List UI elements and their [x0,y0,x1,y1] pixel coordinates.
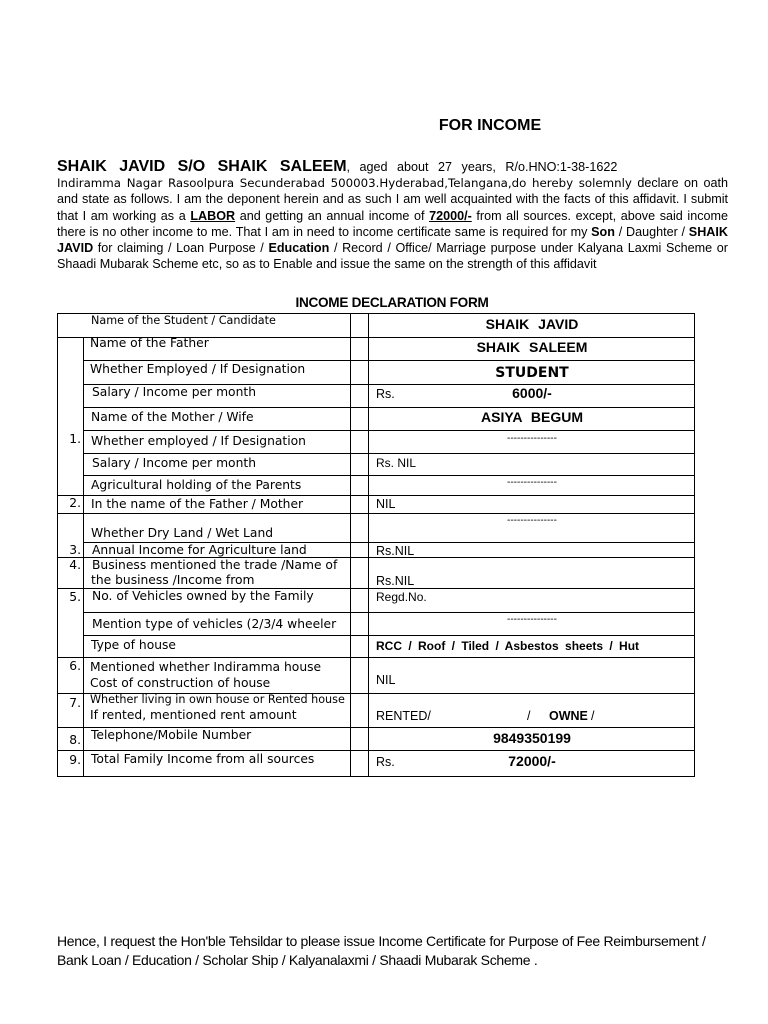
label-house-type: Type of house [91,638,176,652]
para-part-4: / Daughter / [614,224,689,239]
value-father: SHAIK SALEEM [476,339,588,355]
para-part-1: declare on oath and state as follows. I am the deponent herein and as such I am well acquainted with the facts of this affidavit. I submit that I am working as a [57,176,729,223]
income-declaration-table [57,313,695,777]
label-agri-name: In the name of the Father / Mother [91,497,304,511]
row-number-6: 6. [69,659,81,673]
label-indiramma: Mentioned whether Indiramma house [90,660,322,674]
row-number-7: 7. [69,696,81,710]
form-title: INCOME DECLARATION FORM [295,295,489,310]
label-agri-holding: Agricultural holding of the Parents [91,478,302,492]
label-own-rented: Whether living in own house or Rented house [90,693,345,706]
para-part-5: for claiming / Loan Purpose / [93,241,269,256]
row-number-9: 9. [69,753,81,767]
age-text: aged about 27 years, R/o.HNO:1-38-1622 [350,160,618,174]
student-name-text: SHAIK JAVID [57,224,728,256]
annual-income-value: 72000/- [429,208,472,223]
value-total-rs: Rs. [376,755,395,769]
page-title: FOR INCOME [438,117,542,134]
label-salary: Salary / Income per month [92,385,256,399]
label-agri-income: Annual Income for Agriculture land [92,543,307,557]
education-text: Education [268,241,330,256]
value-mother: ASIYA BEGUM [481,409,583,425]
value-house-type: RCC / Roof / Tiled / Asbestos sheets / Hut [376,639,640,653]
value-rs-salary: Rs. [376,387,395,401]
value-slash: / [527,709,531,723]
value-student: SHAIK JAVID [485,316,579,332]
value-salary: 6000/- [512,385,552,401]
value-phone: 9849350199 [493,730,571,746]
label-construction: Cost of construction of house [90,676,271,690]
label-vehicles: No. of Vehicles owned by the Family [92,589,314,603]
value-total: 72000/- [508,753,556,769]
value-agri-income: Rs.NIL [376,544,415,558]
row-number-2: 2. [69,496,81,510]
label-salary-2: Salary / Income per month [92,456,256,470]
affidavit-paragraph [57,159,728,272]
value-rented: RENTED/ [376,709,431,723]
label-vehicle-type: Mention type of vehicles (2/3/4 wheeler [92,617,337,631]
occupation-value: LABOR [190,208,236,223]
para-part-2: and getting an annual income of [235,208,430,223]
value-dash-employed: --------------- [507,433,557,444]
value-construction: NIL [376,673,396,687]
label-business-2: the business /Income from [91,573,255,587]
label-business-1: Business mentioned the trade /Name of [92,558,338,572]
closing-paragraph: Hence, I request the Hon'ble Tehsildar to please issue Income Certificate for Purpose of Fee Reimbursement / Bank Loan / Education / Scholar Ship / Kalyanalaxmi / Shaadi Mubarak Scheme . [57,933,706,968]
address-text: Indiramma Nagar Rasoolpura Secunderabad 500003.Hyderabad,Telangana,do hereby solemnly [57,176,632,191]
label-dry-wet: Whether Dry Land / Wet Land [91,526,274,540]
para-part-3: from all sources. except, above said income there is no other income to me. That I am in need to income certificate same is required for my [57,208,728,239]
row-number-3: 3. [69,543,81,557]
value-salary-2: Rs. NIL [376,456,417,470]
label-phone: Telephone/Mobile Number [91,728,252,742]
row-number-5: 5. [69,590,81,604]
value-owne: OWNE [549,709,588,723]
row-number-1: 1. [69,432,81,446]
value-dash-vehicle-type: --------------- [507,614,557,625]
row-number-4: 4. [69,558,81,572]
label-mother: Name of the Mother / Wife [91,410,254,424]
label-father: Name of the Father [90,336,209,350]
value-slash-2: / [591,709,595,723]
value-designation: STUDENT [495,365,569,381]
label-total: Total Family Income from all sources [91,752,315,766]
comma: , [346,160,351,174]
label-employed-2: Whether employed / If Designation [91,434,306,448]
value-agri-name: NIL [376,497,396,511]
value-business: Rs.NIL [376,574,415,588]
son-text: Son [591,224,615,239]
label-rent: If rented, mentioned rent amount [90,708,297,722]
deponent-name: SHAIK JAVID S/O SHAIK SALEEM [57,158,347,175]
row-number-8: 8. [69,733,81,747]
value-dash-dry-wet: --------------- [507,515,557,526]
value-dash-agri: --------------- [507,477,557,488]
value-vehicles: Regd.No. [376,590,427,604]
para-part-6: / Record / Office/ Marriage purpose under Kalyana Laxmi Scheme or Shaadi Mubarak Scheme etc, so as to Enable and issue the same on the strength of this affidavit [57,241,728,272]
label-employed: Whether Employed / If Designation [90,362,306,376]
label-student: Name of the Student / Candidate [91,314,276,327]
